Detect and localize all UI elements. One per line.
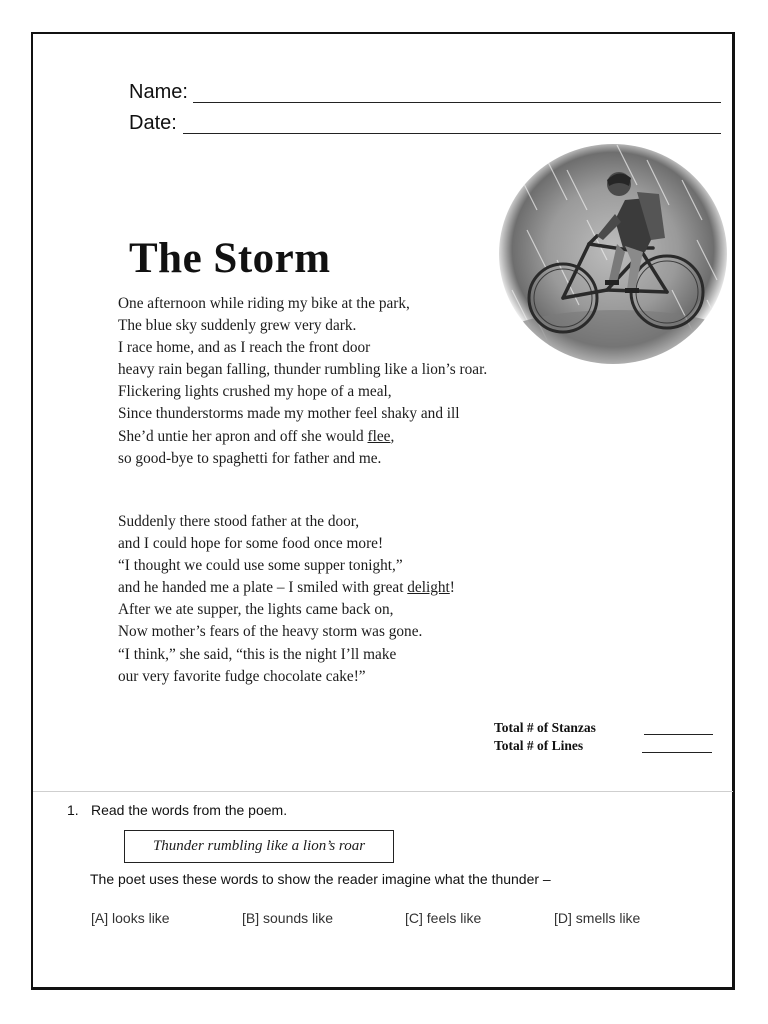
answer-choice-c[interactable]: [C] feels like <box>405 910 482 926</box>
answer-choice-a[interactable]: [A] looks like <box>91 910 170 926</box>
total-stanzas-blank[interactable] <box>644 734 713 735</box>
total-lines-blank[interactable] <box>642 752 712 753</box>
poem-line: After we ate supper, the lights came back on, <box>118 601 394 619</box>
question-prompt: The poet uses these words to show the reader imagine what the thunder – <box>90 871 551 887</box>
poem-line <box>118 426 487 448</box>
name-label: Name: <box>129 81 188 103</box>
poem-quote-box: Thunder rumbling like a lion’s roar <box>124 830 394 863</box>
poem-line: heavy rain began falling, thunder rumbling like a lion’s roar. <box>118 361 488 379</box>
poem-line: “I think,” she said, “this is the night I’ll make <box>118 645 397 663</box>
poem-line: Now mother’s fears of the heavy storm was gone. <box>118 623 423 641</box>
section-divider <box>33 791 733 792</box>
poem-line-text: and he handed me a plate – I smiled with great <box>118 579 408 597</box>
name-blank-line[interactable] <box>193 102 721 103</box>
poem-title: The Storm <box>129 235 331 282</box>
poem-stanza-2 <box>118 511 455 688</box>
question-instruction: Read the words from the poem. <box>91 802 288 818</box>
poem-stanza-1 <box>118 293 487 470</box>
poem-line: our very favorite fudge chocolate cake!” <box>118 667 366 685</box>
date-blank-line[interactable] <box>183 133 721 134</box>
poem-line-text: She’d untie her apron and off she would <box>118 427 368 445</box>
poem-line: Since thunderstorms made my mother feel shaky and ill <box>118 405 460 423</box>
answer-choice-d[interactable]: [D] smells like <box>554 910 641 926</box>
poem-line-punctuation: ! <box>449 579 455 597</box>
poem-line: Flickering lights crushed my hope of a meal, <box>118 383 392 401</box>
poem-line: The blue sky suddenly grew very dark. <box>118 317 357 335</box>
total-lines-label: Total # of Lines <box>494 738 584 753</box>
answer-choice-b[interactable]: [B] sounds like <box>242 910 334 926</box>
vocabulary-word-delight: delight <box>407 579 450 597</box>
poem-line: so good-bye to spaghetti for father and me. <box>118 449 382 467</box>
poem-line: “I thought we could use some supper tonight,” <box>118 557 403 575</box>
question-number: 1. <box>67 802 79 818</box>
poem-line: and I could hope for some food once more! <box>118 535 384 553</box>
vocabulary-word-flee: flee <box>367 427 391 445</box>
total-stanzas-label: Total # of Stanzas <box>494 720 596 735</box>
poem-line-punctuation: , <box>390 427 395 445</box>
poem-line: One afternoon while riding my bike at the park, <box>118 295 410 312</box>
date-label: Date: <box>129 112 177 134</box>
boy-riding-bicycle-in-rain-illustration <box>497 140 729 376</box>
poem-line <box>118 577 455 599</box>
poem-line: Suddenly there stood father at the door, <box>118 513 360 530</box>
poem-line: I race home, and as I reach the front door <box>118 339 371 357</box>
